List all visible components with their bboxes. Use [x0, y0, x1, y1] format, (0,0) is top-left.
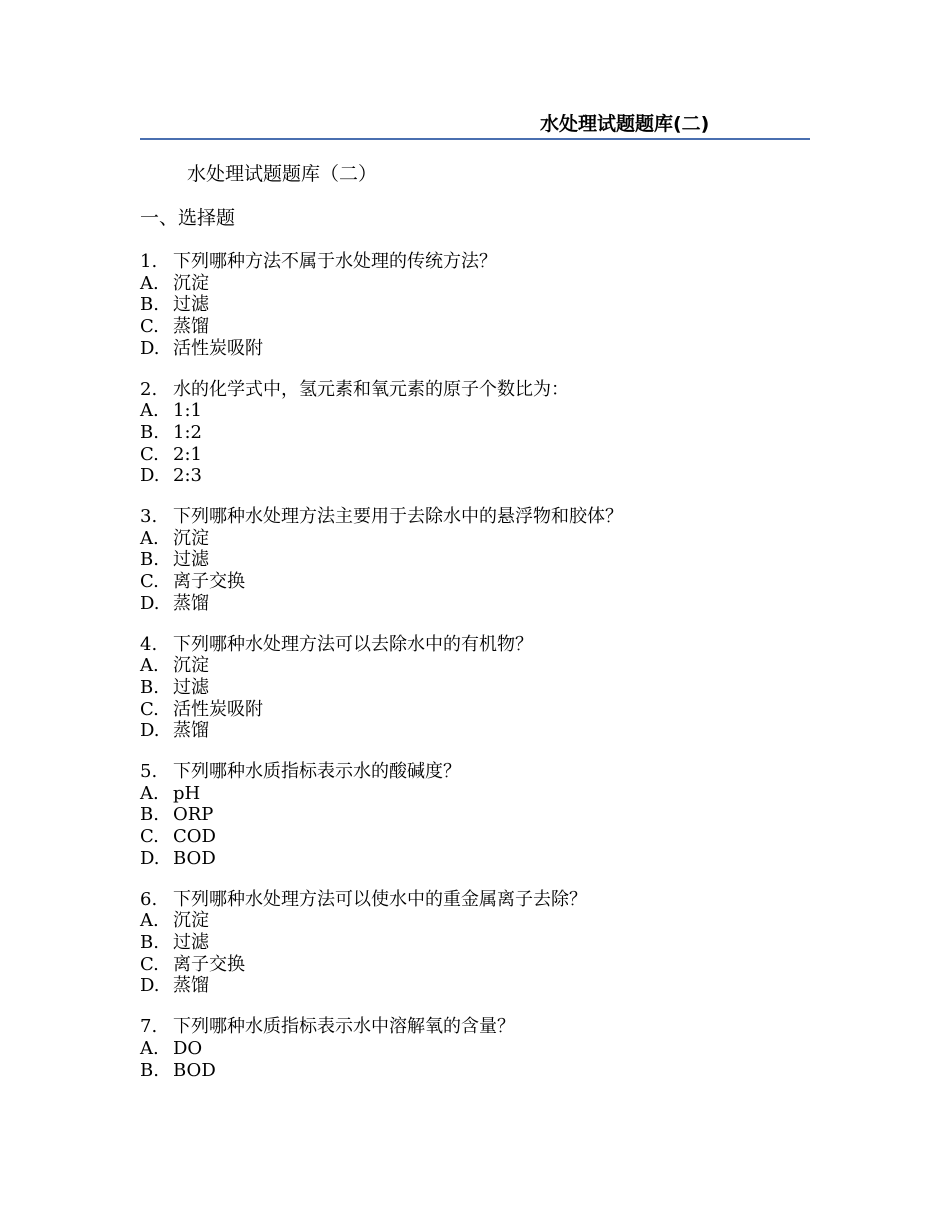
header-title: 水处理试题题库(二): [540, 113, 710, 135]
option-letter: A.: [140, 782, 159, 804]
question-text: 下列哪种方法不属于水处理的传统方法？: [173, 251, 497, 272]
answer-option: [140, 528, 810, 550]
option-letter: A.: [140, 655, 159, 677]
option-text: 沉淀: [173, 910, 209, 932]
option-letter: A.: [140, 1037, 159, 1059]
question-number: 5.: [140, 761, 158, 783]
option-letter: B.: [140, 549, 159, 571]
option-text: 2:1: [173, 443, 202, 465]
option-text: 离子交换: [173, 953, 245, 975]
option-letter: D.: [140, 337, 160, 359]
question-text: 下列哪种水处理方法主要用于去除水中的悬浮物和胶体？: [173, 506, 623, 528]
option-text: ORP: [173, 804, 214, 826]
option-text: COD: [173, 826, 216, 848]
option-letter: B.: [140, 804, 159, 826]
option-letter: C.: [140, 826, 159, 848]
option-text: 沉淀: [173, 527, 209, 549]
option-text: 沉淀: [173, 655, 209, 677]
option-text: 1:2: [173, 421, 202, 443]
answer-option: [140, 1038, 810, 1060]
answer-option: [140, 465, 810, 487]
question-number: 1.: [140, 251, 158, 272]
answer-option: [140, 699, 810, 721]
option-text: 过滤: [173, 676, 209, 698]
answer-option: [140, 655, 810, 677]
question-number: 2.: [140, 378, 158, 400]
option-text: BOD: [173, 1059, 216, 1081]
option-letter: B.: [140, 676, 159, 698]
option-text: BOD: [173, 847, 216, 869]
answer-option: [140, 422, 810, 444]
option-text: DO: [173, 1037, 203, 1059]
question-line: [140, 379, 810, 401]
question-line: [140, 889, 810, 911]
option-letter: C.: [140, 698, 159, 720]
option-letter: B.: [140, 931, 159, 953]
question-item: [140, 251, 810, 360]
option-letter: C.: [140, 571, 159, 593]
question-number: 4.: [140, 633, 158, 655]
answer-option: [140, 549, 810, 571]
answer-option: [140, 677, 810, 699]
answer-option: [140, 804, 810, 826]
option-letter: B.: [140, 294, 159, 316]
option-letter: D.: [140, 847, 160, 869]
option-text: 过滤: [173, 549, 209, 571]
answer-option: [140, 910, 810, 932]
question-text: 下列哪种水质指标表示水的酸碱度？: [173, 761, 461, 783]
question-item: [140, 634, 810, 743]
section-heading: 一、选择题: [140, 207, 236, 229]
option-text: 蒸馏: [173, 720, 209, 742]
answer-option: [140, 571, 810, 593]
answer-option: [140, 848, 810, 870]
option-letter: D.: [140, 975, 160, 997]
question-text: 下列哪种水质指标表示水中溶解氧的含量？: [173, 1016, 515, 1038]
answer-option: [140, 720, 810, 742]
option-letter: C.: [140, 316, 159, 338]
option-text: 蒸馏: [173, 975, 209, 997]
option-letter: B.: [140, 421, 159, 443]
option-text: 过滤: [173, 931, 209, 953]
answer-option: [140, 593, 810, 615]
question-item: [140, 889, 810, 998]
option-text: 沉淀: [173, 272, 209, 294]
question-line: [140, 506, 810, 528]
option-letter: A.: [140, 527, 159, 549]
answer-option: [140, 316, 810, 338]
option-letter: A.: [140, 910, 159, 932]
question-text: 下列哪种水处理方法可以去除水中的有机物？: [173, 633, 533, 655]
answer-option: [140, 975, 810, 997]
option-letter: D.: [140, 465, 160, 487]
option-text: 2:3: [173, 465, 202, 487]
page-header: [140, 112, 810, 140]
question-line: [140, 634, 810, 656]
question-item: [140, 506, 810, 615]
question-number: 7.: [140, 1016, 158, 1038]
question-list: [140, 251, 810, 1081]
document-title: 水处理试题题库（二）: [187, 163, 378, 185]
document-body: [140, 160, 810, 1100]
question-text: 下列哪种水处理方法可以使水中的重金属离子去除？: [173, 888, 587, 910]
option-letter: D.: [140, 592, 160, 614]
option-text: 1:1: [173, 400, 202, 422]
option-letter: D.: [140, 720, 160, 742]
question-item: [140, 761, 810, 870]
option-text: 过滤: [173, 294, 209, 316]
answer-option: [140, 826, 810, 848]
option-letter: B.: [140, 1059, 159, 1081]
question-line: [140, 761, 810, 783]
option-text: 活性炭吸附: [173, 698, 263, 720]
answer-option: [140, 294, 810, 316]
answer-option: [140, 954, 810, 976]
option-letter: A.: [140, 272, 159, 294]
option-text: 蒸馏: [173, 592, 209, 614]
answer-option: [140, 932, 810, 954]
question-text: 水的化学式中，氢元素和氧元素的原子个数比为：: [173, 378, 569, 400]
answer-option: [140, 1060, 810, 1082]
option-letter: C.: [140, 443, 159, 465]
option-text: 蒸馏: [173, 316, 209, 338]
option-letter: A.: [140, 400, 159, 422]
answer-option: [140, 400, 810, 422]
option-text: 活性炭吸附: [173, 337, 263, 359]
answer-option: [140, 783, 810, 805]
question-line: [140, 251, 810, 273]
question-number: 3.: [140, 506, 158, 528]
option-text: pH: [173, 782, 201, 804]
question-item: [140, 379, 810, 488]
answer-option: [140, 444, 810, 466]
option-letter: C.: [140, 953, 159, 975]
answer-option: [140, 338, 810, 360]
question-item: [140, 1016, 810, 1081]
question-number: 6.: [140, 888, 158, 910]
answer-option: [140, 273, 810, 295]
question-line: [140, 1016, 810, 1038]
option-text: 离子交换: [173, 571, 245, 593]
